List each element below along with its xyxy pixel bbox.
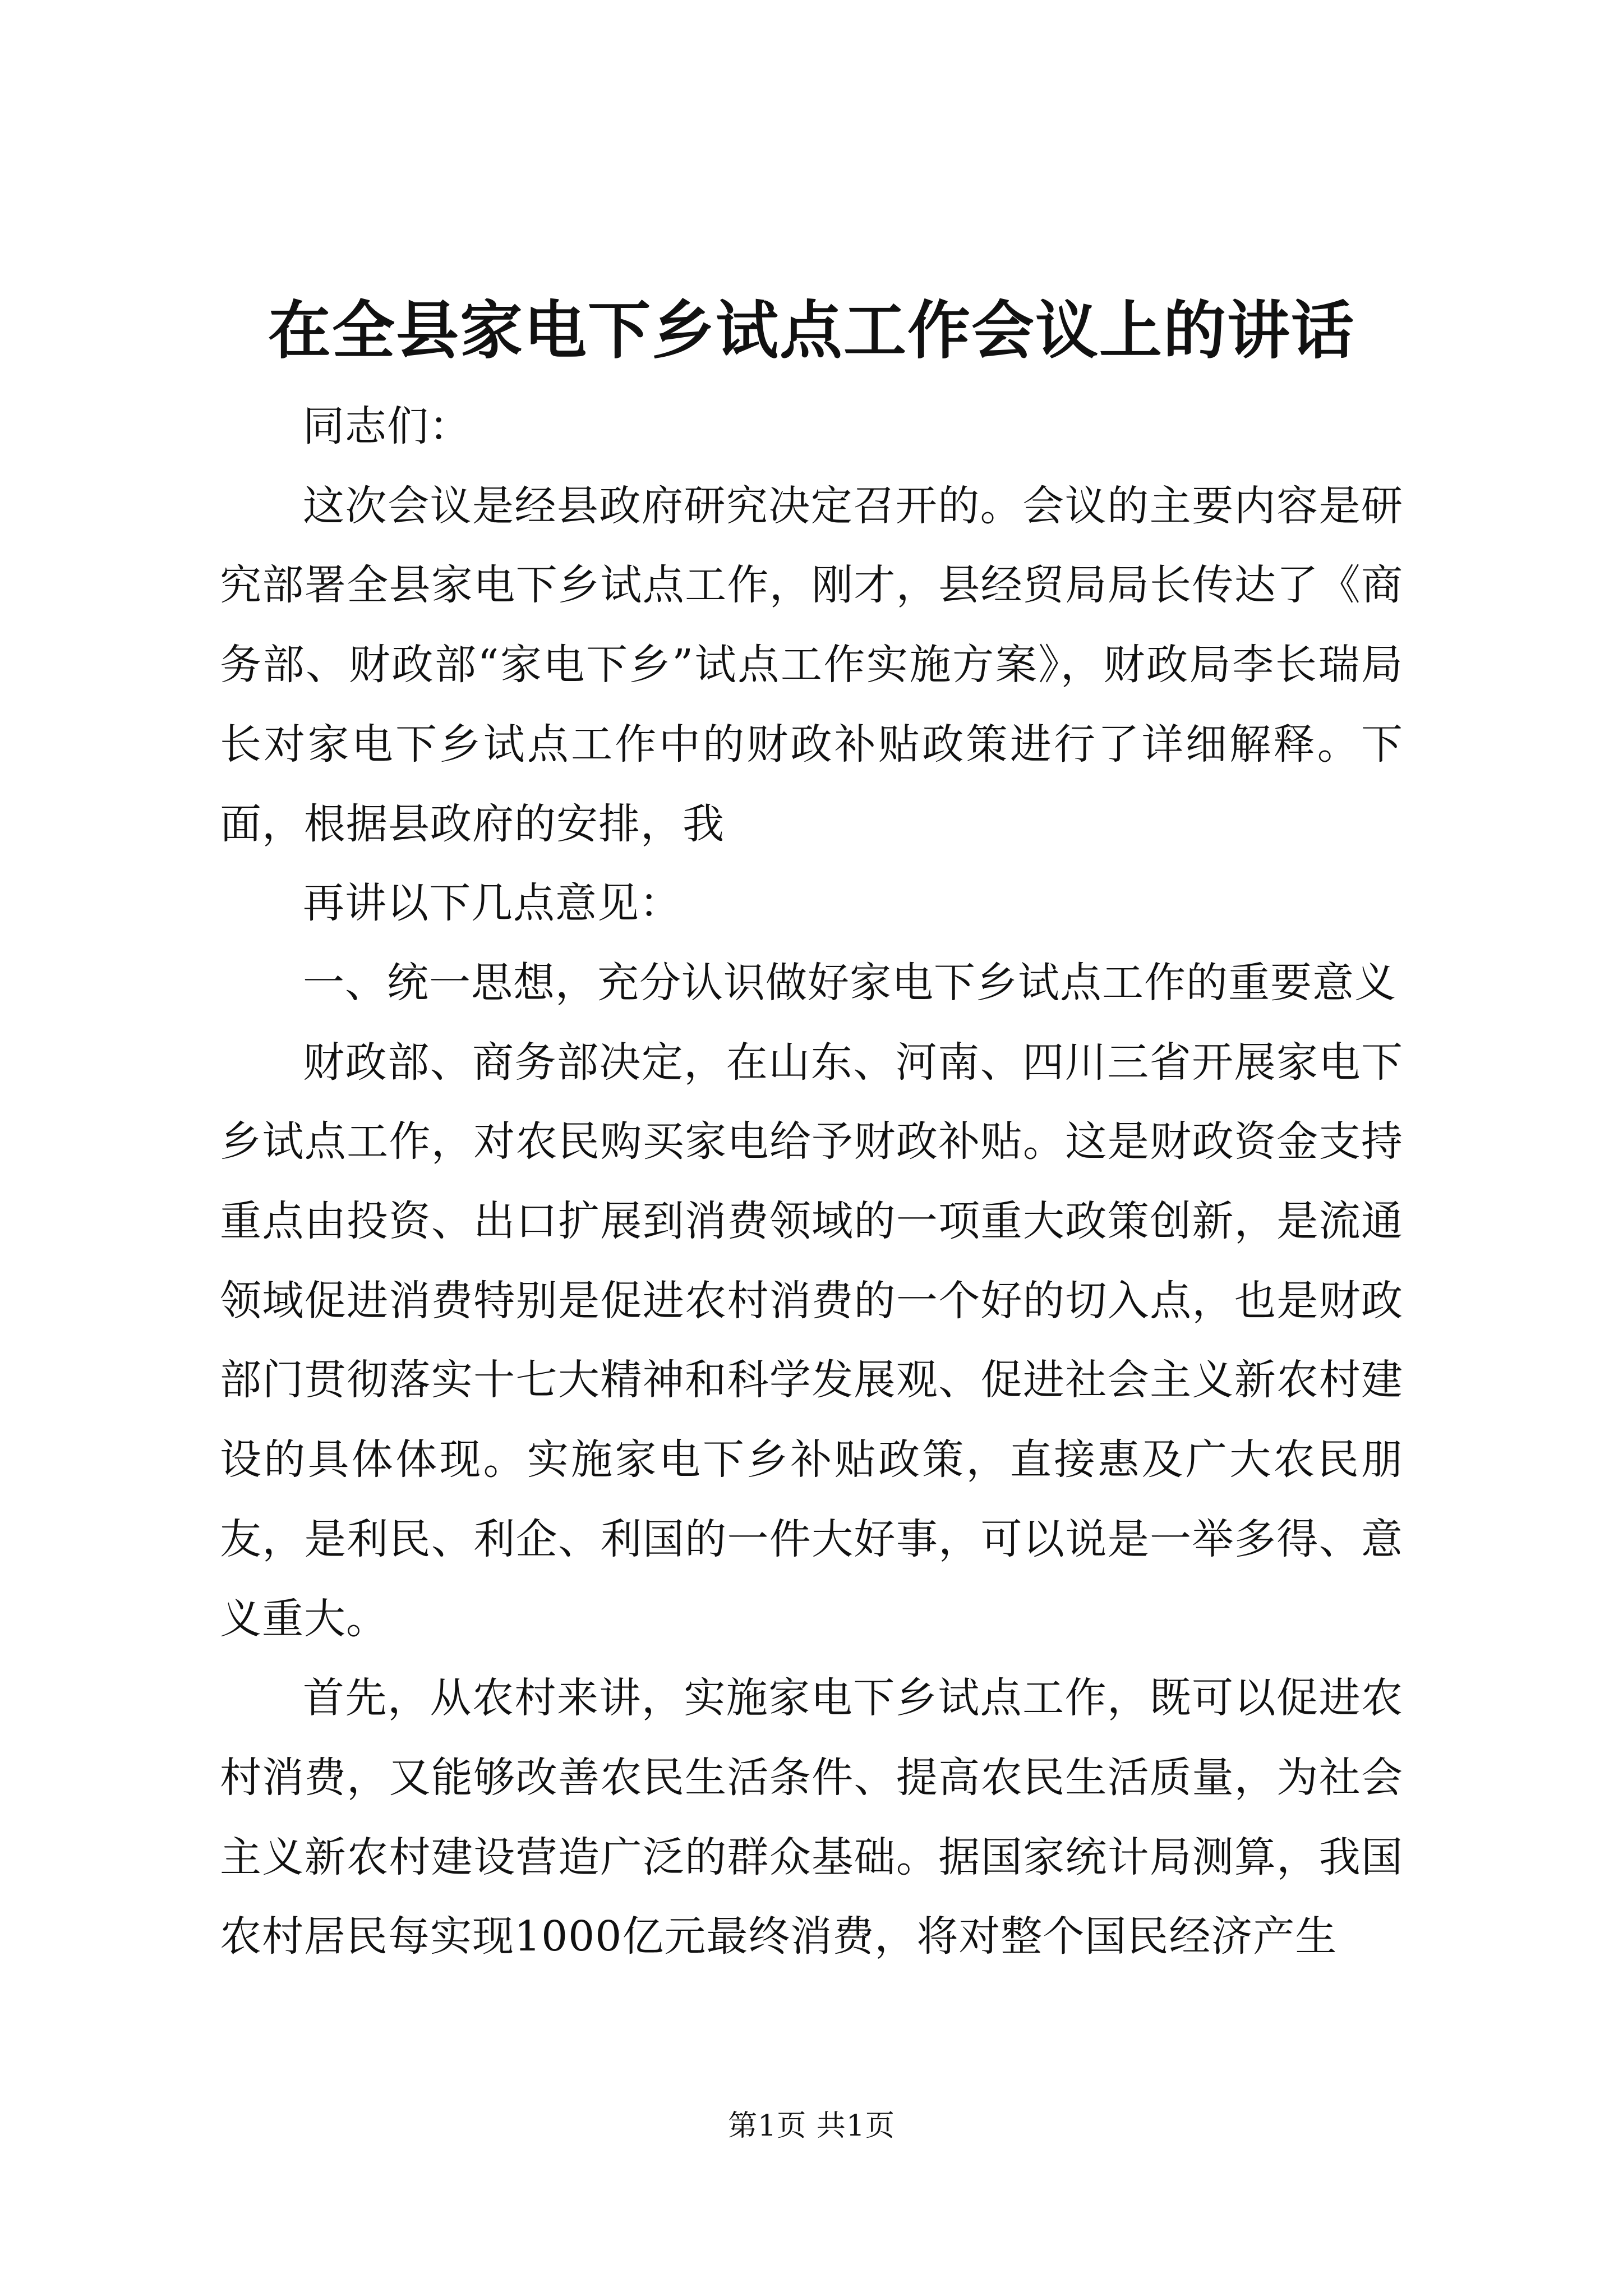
- section-heading-1: 一、统一思想，充分认识做好家电下乡试点工作的重要意义: [303, 958, 1396, 1007]
- paragraph-intro: 这次会议是经县政府研究决定召开的。会议的主要内容是研究部署全县家电下乡试点工作，刚才，县经贸局局长传达了《商务部、财政部“家电下乡”试点工作实施方案》，财政局李长瑞局长对家电下乡试点工作中的财政补贴政策进行了详细解释。下面，根据县政府的安排，我: [220, 481, 1403, 848]
- paragraph-opinions-lead: 再讲以下几点意见：: [303, 879, 681, 928]
- document-title: 在全县家电下乡试点工作会议上的讲话: [268, 294, 1355, 367]
- paragraph-rural: 首先，从农村来讲，实施家电下乡试点工作，既可以促进农村消费，又能够改善农民生活条件、提高农民生活质量，为社会主义新农村建设营造广泛的群众基础。据国家统计局测算，我国农村居民每实现1000亿元最终消费，将对整个国民经济产生: [220, 1674, 1403, 1961]
- document-body: [220, 387, 1403, 1977]
- paragraph-salutation: 同志们：: [303, 402, 471, 450]
- page-number-footer: 第1页 共1页: [728, 2109, 895, 2143]
- paragraph-policy: 财政部、商务部决定，在山东、河南、四川三省开展家电下乡试点工作，对农民购买家电给予财政补贴。这是财政资金支持重点由投资、出口扩展到消费领域的一项重大政策创新，是流通领域促进消费特别是促进农村消费的一个好的切入点，也是财政部门贯彻落实十七大精神和科学发展观、促进社会主义新农村建设的具体体现。实施家电下乡补贴政策，直接惠及广大农民朋友，是利民、利企、利国的一件大好事，可以说是一举多得、意义重大。: [220, 1038, 1403, 1643]
